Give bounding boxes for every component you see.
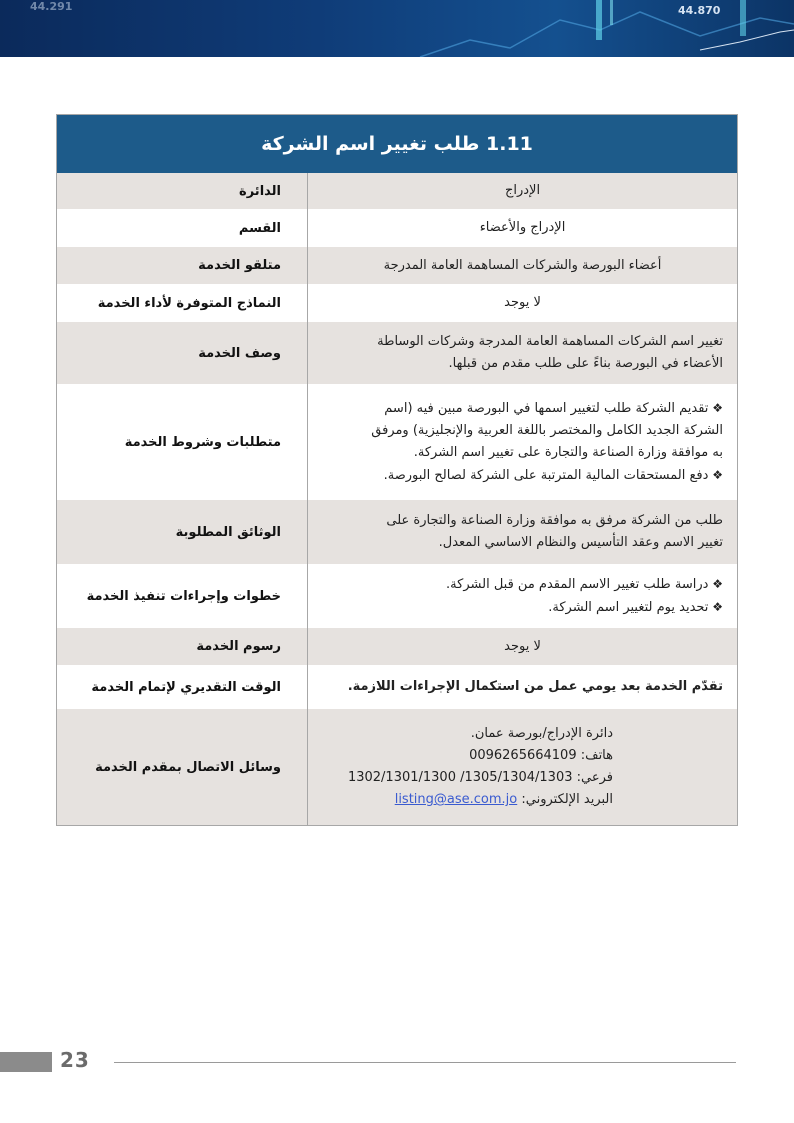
value-text: الإدراج: [504, 183, 541, 198]
table-row: [57, 709, 737, 825]
row-label-requirements: متطلبات وشروط الخدمة: [57, 384, 308, 500]
email-link[interactable]: listing@ase.com.jo: [394, 792, 518, 807]
row-value-department: [308, 173, 737, 209]
value-line: به موافقة وزارة الصناعة والتجارة على تغيير اسم الشركة.: [413, 445, 723, 460]
row-value-steps: [308, 564, 737, 628]
row-label-forms: النماذج المتوفرة لأداء الخدمة: [57, 284, 308, 322]
banner-graphic: [0, 0, 794, 57]
row-label-steps: خطوات وإجراءات تنفيذ الخدمة: [57, 564, 308, 628]
bullet-item: ❖ تحديد يوم لتغيير اسم الشركة.: [322, 596, 723, 619]
header-banner: [0, 0, 794, 57]
contact-phone: هاتف: 0096265664109: [469, 748, 613, 763]
row-label-documents: الوثائق المطلوبة: [57, 500, 308, 564]
row-value-documents: [308, 500, 737, 564]
row-label-fees: رسوم الخدمة: [57, 628, 308, 665]
footer-bar: [0, 1052, 52, 1072]
row-value-fees: [308, 628, 737, 665]
table-title: 1.11 طلب تغيير اسم الشركة: [57, 115, 737, 173]
table-row: [57, 173, 737, 209]
value-text: لا يوجد: [504, 295, 541, 310]
bullet-item: ❖ دفع المستحقات المالية المترتبة على الشركة لصالح البورصة.: [322, 464, 723, 487]
value-line: تغيير اسم الشركات المساهمة العامة المدرجة وشركات الوساطة: [377, 334, 723, 349]
table-row: [57, 384, 737, 500]
contact-dept: دائرة الإدراج/بورصة عمان.: [470, 726, 613, 741]
table-row: [57, 247, 737, 284]
bullet-item: ❖ تقديم الشركة طلب لتغيير اسمها في البورصة مبين فيه (اسم: [322, 397, 723, 420]
service-table: [56, 114, 738, 826]
value-line: الأعضاء في البورصة بناءً على طلب مقدم من قبلها.: [448, 356, 723, 371]
value-text: أعضاء البورصة والشركات المساهمة العامة المدرجة: [383, 257, 662, 273]
table-row: [57, 665, 737, 709]
row-value-section: [308, 209, 737, 247]
table-row: [57, 564, 737, 628]
value-text: تقدّم الخدمة بعد يومي عمل من استكمال الإجراءات اللازمة.: [347, 679, 723, 694]
contact-extension: فرعي: 1305/1304/1303/ 1302/1301/1300: [347, 770, 613, 785]
row-label-description: وصف الخدمة: [57, 322, 308, 384]
value-line: طلب من الشركة مرفق به موافقة وزارة الصناعة والتجارة على: [386, 513, 723, 528]
value-text: لا يوجد: [504, 638, 541, 654]
row-value-recipients: [308, 247, 737, 284]
row-value-description: [308, 322, 737, 384]
row-label-recipients: متلقو الخدمة: [57, 247, 308, 284]
footer-divider: [114, 1062, 736, 1063]
value-line: تغيير الاسم وعقد التأسيس والنظام الاساسي المعدل.: [438, 535, 723, 550]
row-value-requirements: [308, 384, 737, 500]
table-row: [57, 209, 737, 247]
table-row: [57, 322, 737, 384]
row-label-department: الدائرة: [57, 173, 308, 209]
value-line: الشركة الجديد الكامل والمختصر باللغة العربية والإنجليزية) ومرفق: [371, 423, 723, 438]
email-label: البريد الإلكتروني:: [521, 792, 613, 807]
bullet-item: ❖ دراسة طلب تغيير الاسم المقدم من قبل الشركة.: [322, 573, 723, 596]
ticker-left: 44.291: [30, 0, 73, 13]
row-value-forms: [308, 284, 737, 322]
row-label-contact: وسائل الاتصال بمقدم الخدمة: [57, 709, 308, 825]
value-text: الإدراج والأعضاء: [479, 220, 566, 235]
row-label-time: الوقت التقديري لإتمام الخدمة: [57, 665, 308, 709]
row-value-contact: [308, 709, 737, 825]
row-label-section: القسم: [57, 209, 308, 247]
table-row: [57, 500, 737, 564]
row-value-time: [308, 665, 737, 709]
table-row: [57, 284, 737, 322]
page-number: 23: [60, 1048, 90, 1072]
ticker-right: 44.870: [678, 4, 721, 17]
contact-email-line: [322, 789, 613, 811]
table-row: [57, 628, 737, 665]
